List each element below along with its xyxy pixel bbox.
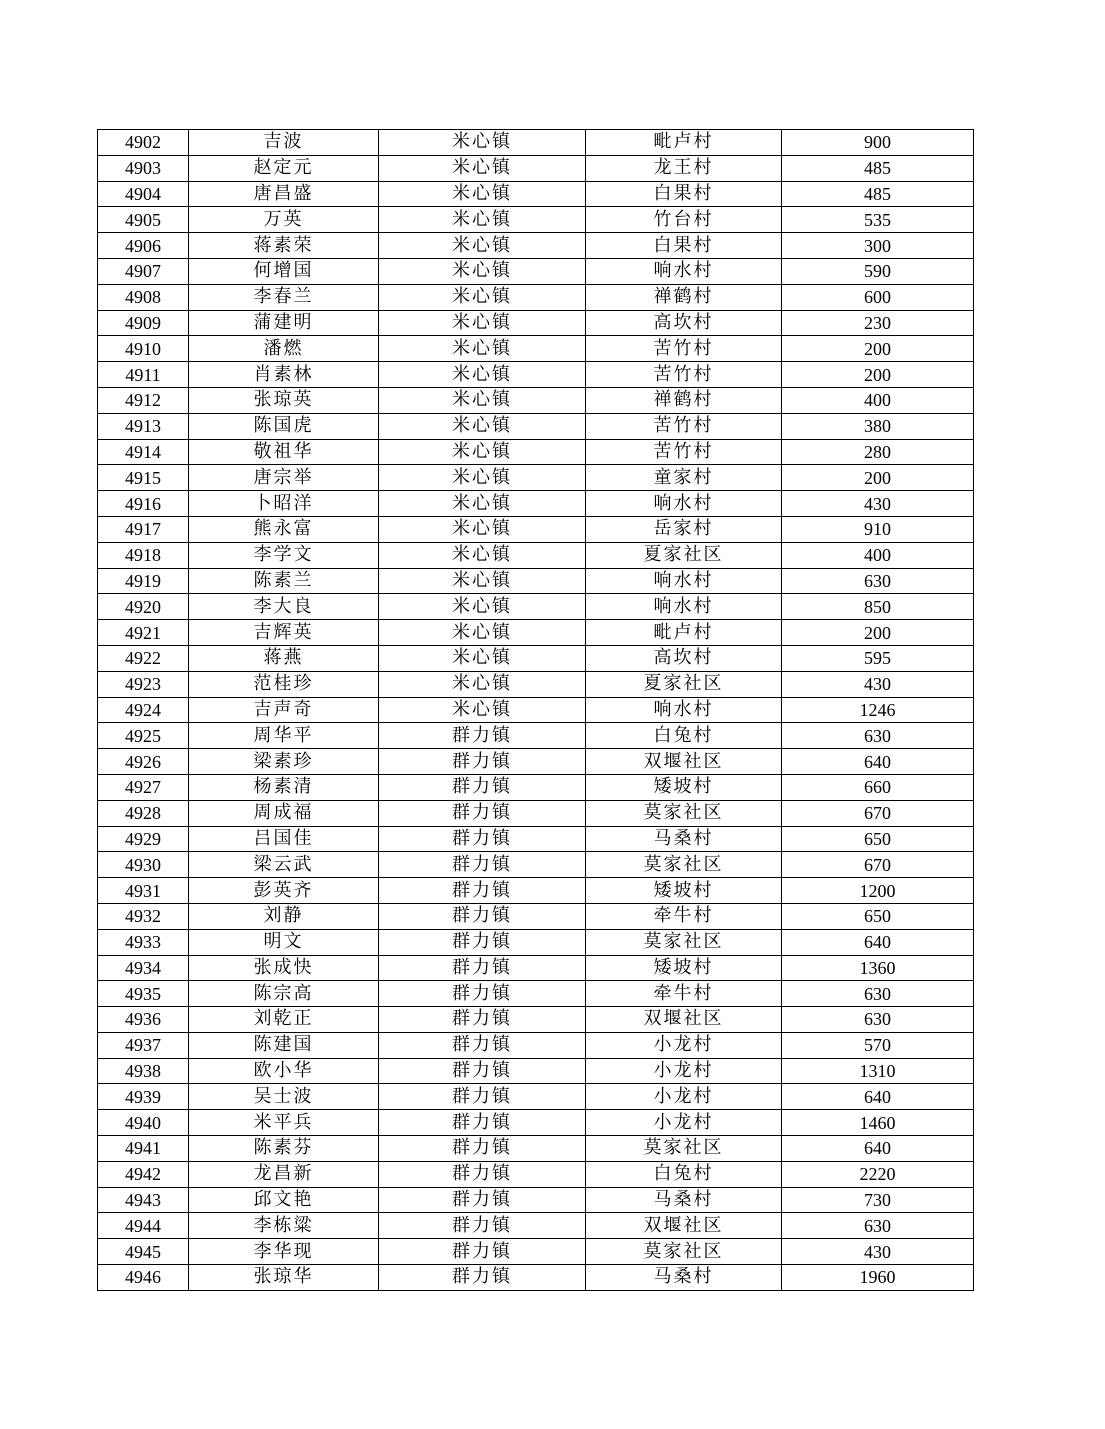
table-row bbox=[98, 491, 974, 517]
amount-cell: 1960 bbox=[782, 1265, 974, 1291]
table-row bbox=[98, 800, 974, 826]
town-cell: 群力镇 bbox=[379, 1136, 586, 1162]
village-cell: 小龙村 bbox=[586, 1032, 782, 1058]
town-cell: 米心镇 bbox=[379, 336, 586, 362]
name-cell: 李栋粱 bbox=[189, 1213, 379, 1239]
village-cell: 马桑村 bbox=[586, 826, 782, 852]
name-cell: 敬祖华 bbox=[189, 439, 379, 465]
name-cell: 张成快 bbox=[189, 955, 379, 981]
name-cell: 李大良 bbox=[189, 594, 379, 620]
village-cell: 白兔村 bbox=[586, 723, 782, 749]
amount-cell: 600 bbox=[782, 284, 974, 310]
town-cell: 群力镇 bbox=[379, 774, 586, 800]
amount-cell: 200 bbox=[782, 336, 974, 362]
roster-table-body bbox=[98, 130, 974, 1291]
amount-cell: 640 bbox=[782, 749, 974, 775]
serial-number-cell: 4941 bbox=[98, 1136, 189, 1162]
name-cell: 梁素珍 bbox=[189, 749, 379, 775]
table-row bbox=[98, 155, 974, 181]
serial-number-cell: 4918 bbox=[98, 542, 189, 568]
village-cell: 夏家社区 bbox=[586, 671, 782, 697]
village-cell: 童家村 bbox=[586, 465, 782, 491]
town-cell: 米心镇 bbox=[379, 620, 586, 646]
village-cell: 苦竹村 bbox=[586, 336, 782, 362]
town-cell: 群力镇 bbox=[379, 1213, 586, 1239]
village-cell: 夏家社区 bbox=[586, 542, 782, 568]
amount-cell: 650 bbox=[782, 826, 974, 852]
town-cell: 群力镇 bbox=[379, 1084, 586, 1110]
serial-number-cell: 4938 bbox=[98, 1058, 189, 1084]
amount-cell: 430 bbox=[782, 1239, 974, 1265]
town-cell: 米心镇 bbox=[379, 697, 586, 723]
amount-cell: 640 bbox=[782, 1136, 974, 1162]
table-row bbox=[98, 516, 974, 542]
table-row bbox=[98, 362, 974, 388]
serial-number-cell: 4922 bbox=[98, 645, 189, 671]
village-cell: 苦竹村 bbox=[586, 413, 782, 439]
serial-number-cell: 4939 bbox=[98, 1084, 189, 1110]
serial-number-cell: 4914 bbox=[98, 439, 189, 465]
village-cell: 矮坡村 bbox=[586, 774, 782, 800]
name-cell: 何增国 bbox=[189, 258, 379, 284]
village-cell: 响水村 bbox=[586, 594, 782, 620]
village-cell: 响水村 bbox=[586, 491, 782, 517]
amount-cell: 2220 bbox=[782, 1161, 974, 1187]
table-row bbox=[98, 1032, 974, 1058]
serial-number-cell: 4911 bbox=[98, 362, 189, 388]
name-cell: 唐昌盛 bbox=[189, 181, 379, 207]
name-cell: 吕国佳 bbox=[189, 826, 379, 852]
town-cell: 米心镇 bbox=[379, 568, 586, 594]
table-row bbox=[98, 181, 974, 207]
table-row bbox=[98, 387, 974, 413]
serial-number-cell: 4927 bbox=[98, 774, 189, 800]
amount-cell: 430 bbox=[782, 491, 974, 517]
serial-number-cell: 4933 bbox=[98, 929, 189, 955]
name-cell: 蒋素荣 bbox=[189, 233, 379, 259]
village-cell: 苦竹村 bbox=[586, 439, 782, 465]
amount-cell: 900 bbox=[782, 130, 974, 156]
amount-cell: 590 bbox=[782, 258, 974, 284]
village-cell: 岳家村 bbox=[586, 516, 782, 542]
village-cell: 小龙村 bbox=[586, 1084, 782, 1110]
table-row bbox=[98, 981, 974, 1007]
town-cell: 群力镇 bbox=[379, 800, 586, 826]
name-cell: 彭英齐 bbox=[189, 878, 379, 904]
town-cell: 米心镇 bbox=[379, 181, 586, 207]
name-cell: 李学文 bbox=[189, 542, 379, 568]
town-cell: 群力镇 bbox=[379, 955, 586, 981]
table-row bbox=[98, 1213, 974, 1239]
name-cell: 吉声奇 bbox=[189, 697, 379, 723]
amount-cell: 670 bbox=[782, 852, 974, 878]
table-row bbox=[98, 594, 974, 620]
town-cell: 米心镇 bbox=[379, 516, 586, 542]
name-cell: 张琼英 bbox=[189, 387, 379, 413]
town-cell: 群力镇 bbox=[379, 929, 586, 955]
serial-number-cell: 4940 bbox=[98, 1110, 189, 1136]
amount-cell: 1460 bbox=[782, 1110, 974, 1136]
town-cell: 群力镇 bbox=[379, 723, 586, 749]
village-cell: 高坎村 bbox=[586, 310, 782, 336]
village-cell: 禅鹤村 bbox=[586, 387, 782, 413]
name-cell: 明文 bbox=[189, 929, 379, 955]
serial-number-cell: 4936 bbox=[98, 1007, 189, 1033]
serial-number-cell: 4912 bbox=[98, 387, 189, 413]
amount-cell: 280 bbox=[782, 439, 974, 465]
name-cell: 蒋燕 bbox=[189, 645, 379, 671]
town-cell: 米心镇 bbox=[379, 491, 586, 517]
table-row bbox=[98, 645, 974, 671]
serial-number-cell: 4931 bbox=[98, 878, 189, 904]
amount-cell: 630 bbox=[782, 1213, 974, 1239]
serial-number-cell: 4919 bbox=[98, 568, 189, 594]
amount-cell: 630 bbox=[782, 1007, 974, 1033]
name-cell: 龙昌新 bbox=[189, 1161, 379, 1187]
serial-number-cell: 4907 bbox=[98, 258, 189, 284]
amount-cell: 1246 bbox=[782, 697, 974, 723]
name-cell: 欧小华 bbox=[189, 1058, 379, 1084]
village-cell: 双堰社区 bbox=[586, 1007, 782, 1033]
town-cell: 群力镇 bbox=[379, 1161, 586, 1187]
serial-number-cell: 4943 bbox=[98, 1187, 189, 1213]
amount-cell: 430 bbox=[782, 671, 974, 697]
amount-cell: 730 bbox=[782, 1187, 974, 1213]
town-cell: 米心镇 bbox=[379, 387, 586, 413]
town-cell: 米心镇 bbox=[379, 645, 586, 671]
serial-number-cell: 4916 bbox=[98, 491, 189, 517]
serial-number-cell: 4925 bbox=[98, 723, 189, 749]
name-cell: 肖素林 bbox=[189, 362, 379, 388]
town-cell: 米心镇 bbox=[379, 413, 586, 439]
name-cell: 陈宗高 bbox=[189, 981, 379, 1007]
town-cell: 米心镇 bbox=[379, 258, 586, 284]
amount-cell: 595 bbox=[782, 645, 974, 671]
town-cell: 米心镇 bbox=[379, 284, 586, 310]
town-cell: 米心镇 bbox=[379, 542, 586, 568]
amount-cell: 380 bbox=[782, 413, 974, 439]
amount-cell: 400 bbox=[782, 387, 974, 413]
village-cell: 响水村 bbox=[586, 258, 782, 284]
town-cell: 米心镇 bbox=[379, 465, 586, 491]
amount-cell: 535 bbox=[782, 207, 974, 233]
amount-cell: 630 bbox=[782, 568, 974, 594]
amount-cell: 200 bbox=[782, 362, 974, 388]
name-cell: 李华现 bbox=[189, 1239, 379, 1265]
amount-cell: 1360 bbox=[782, 955, 974, 981]
amount-cell: 230 bbox=[782, 310, 974, 336]
town-cell: 群力镇 bbox=[379, 1110, 586, 1136]
town-cell: 米心镇 bbox=[379, 233, 586, 259]
village-cell: 苦竹村 bbox=[586, 362, 782, 388]
table-row bbox=[98, 955, 974, 981]
name-cell: 周华平 bbox=[189, 723, 379, 749]
village-cell: 牵牛村 bbox=[586, 981, 782, 1007]
amount-cell: 300 bbox=[782, 233, 974, 259]
village-cell: 小龙村 bbox=[586, 1058, 782, 1084]
amount-cell: 485 bbox=[782, 155, 974, 181]
serial-number-cell: 4934 bbox=[98, 955, 189, 981]
serial-number-cell: 4923 bbox=[98, 671, 189, 697]
town-cell: 米心镇 bbox=[379, 310, 586, 336]
table-row bbox=[98, 207, 974, 233]
name-cell: 李春兰 bbox=[189, 284, 379, 310]
town-cell: 群力镇 bbox=[379, 903, 586, 929]
serial-number-cell: 4921 bbox=[98, 620, 189, 646]
serial-number-cell: 4945 bbox=[98, 1239, 189, 1265]
serial-number-cell: 4932 bbox=[98, 903, 189, 929]
serial-number-cell: 4906 bbox=[98, 233, 189, 259]
table-row bbox=[98, 826, 974, 852]
table-row bbox=[98, 697, 974, 723]
village-cell: 白果村 bbox=[586, 181, 782, 207]
town-cell: 米心镇 bbox=[379, 671, 586, 697]
village-cell: 牵牛村 bbox=[586, 903, 782, 929]
village-cell: 莫家社区 bbox=[586, 852, 782, 878]
village-cell: 白兔村 bbox=[586, 1161, 782, 1187]
table-row bbox=[98, 310, 974, 336]
village-cell: 莫家社区 bbox=[586, 1239, 782, 1265]
table-row bbox=[98, 1007, 974, 1033]
village-cell: 禅鹤村 bbox=[586, 284, 782, 310]
table-row bbox=[98, 258, 974, 284]
village-cell: 竹台村 bbox=[586, 207, 782, 233]
serial-number-cell: 4935 bbox=[98, 981, 189, 1007]
amount-cell: 485 bbox=[782, 181, 974, 207]
amount-cell: 1310 bbox=[782, 1058, 974, 1084]
name-cell: 周成福 bbox=[189, 800, 379, 826]
name-cell: 刘乾正 bbox=[189, 1007, 379, 1033]
town-cell: 群力镇 bbox=[379, 852, 586, 878]
table-row bbox=[98, 413, 974, 439]
serial-number-cell: 4915 bbox=[98, 465, 189, 491]
town-cell: 群力镇 bbox=[379, 1007, 586, 1033]
name-cell: 唐宗举 bbox=[189, 465, 379, 491]
table-row bbox=[98, 1265, 974, 1291]
serial-number-cell: 4928 bbox=[98, 800, 189, 826]
name-cell: 吴士波 bbox=[189, 1084, 379, 1110]
name-cell: 陈素芬 bbox=[189, 1136, 379, 1162]
town-cell: 米心镇 bbox=[379, 207, 586, 233]
amount-cell: 570 bbox=[782, 1032, 974, 1058]
serial-number-cell: 4944 bbox=[98, 1213, 189, 1239]
name-cell: 卜昭洋 bbox=[189, 491, 379, 517]
serial-number-cell: 4910 bbox=[98, 336, 189, 362]
village-cell: 毗卢村 bbox=[586, 620, 782, 646]
name-cell: 梁云武 bbox=[189, 852, 379, 878]
village-cell: 马桑村 bbox=[586, 1187, 782, 1213]
table-row bbox=[98, 852, 974, 878]
town-cell: 群力镇 bbox=[379, 1187, 586, 1213]
village-cell: 矮坡村 bbox=[586, 955, 782, 981]
name-cell: 米平兵 bbox=[189, 1110, 379, 1136]
town-cell: 米心镇 bbox=[379, 439, 586, 465]
serial-number-cell: 4913 bbox=[98, 413, 189, 439]
table-row bbox=[98, 1187, 974, 1213]
name-cell: 陈建国 bbox=[189, 1032, 379, 1058]
village-cell: 高坎村 bbox=[586, 645, 782, 671]
village-cell: 毗卢村 bbox=[586, 130, 782, 156]
table-row bbox=[98, 671, 974, 697]
village-cell: 双堰社区 bbox=[586, 749, 782, 775]
village-cell: 莫家社区 bbox=[586, 929, 782, 955]
table-row bbox=[98, 233, 974, 259]
table-row bbox=[98, 130, 974, 156]
amount-cell: 630 bbox=[782, 981, 974, 1007]
name-cell: 蒲建明 bbox=[189, 310, 379, 336]
village-cell: 矮坡村 bbox=[586, 878, 782, 904]
serial-number-cell: 4902 bbox=[98, 130, 189, 156]
name-cell: 赵定元 bbox=[189, 155, 379, 181]
name-cell: 熊永富 bbox=[189, 516, 379, 542]
village-cell: 莫家社区 bbox=[586, 800, 782, 826]
name-cell: 陈国虎 bbox=[189, 413, 379, 439]
amount-cell: 660 bbox=[782, 774, 974, 800]
village-cell: 响水村 bbox=[586, 568, 782, 594]
village-cell: 白果村 bbox=[586, 233, 782, 259]
serial-number-cell: 4937 bbox=[98, 1032, 189, 1058]
serial-number-cell: 4904 bbox=[98, 181, 189, 207]
table-row bbox=[98, 439, 974, 465]
serial-number-cell: 4917 bbox=[98, 516, 189, 542]
town-cell: 米心镇 bbox=[379, 155, 586, 181]
name-cell: 陈素兰 bbox=[189, 568, 379, 594]
town-cell: 米心镇 bbox=[379, 130, 586, 156]
table-row bbox=[98, 1058, 974, 1084]
town-cell: 群力镇 bbox=[379, 826, 586, 852]
serial-number-cell: 4903 bbox=[98, 155, 189, 181]
serial-number-cell: 4946 bbox=[98, 1265, 189, 1291]
town-cell: 群力镇 bbox=[379, 1058, 586, 1084]
amount-cell: 650 bbox=[782, 903, 974, 929]
name-cell: 万英 bbox=[189, 207, 379, 233]
table-row bbox=[98, 1239, 974, 1265]
table-row bbox=[98, 620, 974, 646]
town-cell: 群力镇 bbox=[379, 1239, 586, 1265]
village-cell: 龙王村 bbox=[586, 155, 782, 181]
amount-cell: 640 bbox=[782, 929, 974, 955]
village-cell: 响水村 bbox=[586, 697, 782, 723]
amount-cell: 910 bbox=[782, 516, 974, 542]
name-cell: 潘燃 bbox=[189, 336, 379, 362]
name-cell: 张琼华 bbox=[189, 1265, 379, 1291]
serial-number-cell: 4909 bbox=[98, 310, 189, 336]
amount-cell: 630 bbox=[782, 723, 974, 749]
amount-cell: 400 bbox=[782, 542, 974, 568]
serial-number-cell: 4942 bbox=[98, 1161, 189, 1187]
table-row bbox=[98, 723, 974, 749]
roster-table bbox=[97, 129, 974, 1291]
table-row bbox=[98, 568, 974, 594]
amount-cell: 200 bbox=[782, 620, 974, 646]
town-cell: 群力镇 bbox=[379, 749, 586, 775]
village-cell: 莫家社区 bbox=[586, 1136, 782, 1162]
table-row bbox=[98, 749, 974, 775]
name-cell: 杨素清 bbox=[189, 774, 379, 800]
amount-cell: 1200 bbox=[782, 878, 974, 904]
town-cell: 群力镇 bbox=[379, 1032, 586, 1058]
name-cell: 吉辉英 bbox=[189, 620, 379, 646]
table-row bbox=[98, 284, 974, 310]
town-cell: 群力镇 bbox=[379, 1265, 586, 1291]
serial-number-cell: 4929 bbox=[98, 826, 189, 852]
table-row bbox=[98, 1110, 974, 1136]
name-cell: 吉波 bbox=[189, 130, 379, 156]
table-row bbox=[98, 903, 974, 929]
table-row bbox=[98, 878, 974, 904]
village-cell: 小龙村 bbox=[586, 1110, 782, 1136]
serial-number-cell: 4924 bbox=[98, 697, 189, 723]
serial-number-cell: 4908 bbox=[98, 284, 189, 310]
table-row bbox=[98, 465, 974, 491]
town-cell: 米心镇 bbox=[379, 362, 586, 388]
table-row bbox=[98, 1161, 974, 1187]
amount-cell: 640 bbox=[782, 1084, 974, 1110]
serial-number-cell: 4920 bbox=[98, 594, 189, 620]
town-cell: 群力镇 bbox=[379, 878, 586, 904]
table-row bbox=[98, 1084, 974, 1110]
village-cell: 马桑村 bbox=[586, 1265, 782, 1291]
name-cell: 刘静 bbox=[189, 903, 379, 929]
amount-cell: 670 bbox=[782, 800, 974, 826]
village-cell: 双堰社区 bbox=[586, 1213, 782, 1239]
name-cell: 邱文艳 bbox=[189, 1187, 379, 1213]
amount-cell: 200 bbox=[782, 465, 974, 491]
serial-number-cell: 4926 bbox=[98, 749, 189, 775]
amount-cell: 850 bbox=[782, 594, 974, 620]
table-row bbox=[98, 929, 974, 955]
serial-number-cell: 4905 bbox=[98, 207, 189, 233]
town-cell: 米心镇 bbox=[379, 594, 586, 620]
town-cell: 群力镇 bbox=[379, 981, 586, 1007]
name-cell: 范桂珍 bbox=[189, 671, 379, 697]
table-row bbox=[98, 774, 974, 800]
table-row bbox=[98, 542, 974, 568]
table-row bbox=[98, 1136, 974, 1162]
serial-number-cell: 4930 bbox=[98, 852, 189, 878]
table-row bbox=[98, 336, 974, 362]
